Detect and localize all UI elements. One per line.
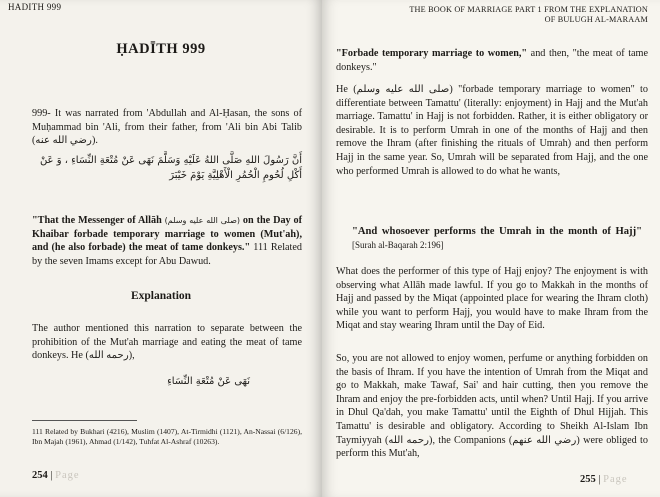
quran-verse	[352, 225, 642, 252]
explanation-heading: Explanation	[130, 290, 192, 302]
honorific-glyph: (صلى الله عليه وسلم)	[164, 216, 240, 225]
page-number-value: 254	[32, 470, 48, 481]
hadith-arabic-text: أَنَّ رَسُولَ اللهِ صَلَّى اللهُ عَلَيْهِ وَسَلَّمَ نَهَى عَنْ مُتْعَةِ النِّسَاءِ ، وَ عَنْ أَكْلِ لُحُومِ الْحُمُرِ الْأَهْلِيَّةِ يَوْمَ خَيْبَرَ	[39, 155, 302, 181]
page-number-value-right: 255	[580, 474, 596, 485]
opening-quote-bold: "Forbade temporary marriage to women,"	[336, 48, 528, 59]
running-head-line1: THE BOOK OF MARRIAGE PART 1 FROM THE EXPLANATION	[409, 5, 648, 14]
running-head-left: HADITH 999	[8, 2, 62, 12]
running-head-right	[334, 5, 648, 25]
narration-paragraph: 999- It was narrated from 'Abdullah and Al-Ḥasan, the sons of Muḥammad bin 'Ali, from their father, from 'Ali bin Abi Talib (رضي الله عنه).	[32, 108, 302, 147]
page-label-right: Page	[603, 474, 628, 485]
page-number-right: 255 | Page	[580, 474, 628, 485]
translation-reference: 111 Related by the seven Imams except for Abu Dawud.	[32, 242, 302, 267]
page-number-left: 254 | Page	[32, 470, 80, 481]
running-head-line2: OF BULUGH AL-MARAAM	[544, 15, 648, 24]
verse-text: "And whosoever performs the Umrah in the month of Hajj"	[352, 226, 642, 237]
right-page	[322, 0, 660, 497]
footnote-divider	[32, 420, 137, 421]
opening-quote-rest: and then, "the meat of tame donkeys."	[336, 48, 649, 73]
ihram-paragraph: So, you are not allowed to enjoy women, perfume or anything forbidden on the basis of Ihram. If you have the intention of Umrah from the Miqat and go to Makkah, make Tawaf, Sai' and hair cutting, then you remove the Ihram and enjoy the pre-forbidden acts, until when? Until Hajj. If you arrive in Dhul Qa'dah, you make Tamattu' until the Eighth of Dhul Hijjah. This Tamattu' is desirable and obligatory. According to Sheikh Al-Islam Ibn Taymiyyah (رحمه الله), the Companions (رضي الله عنهم) were obliged to perform this Mut'ah,	[336, 353, 648, 460]
left-page	[0, 0, 322, 497]
translation-bold-part2: on the Day of Khaibar forbade temporary marriage to women (Mut'ah), and (he also forbade) the meat of tame donkeys."	[32, 215, 303, 254]
chapter-title: ḤADĪTH 999	[116, 41, 206, 57]
opening-quote	[336, 47, 648, 74]
explanation-paragraph: The author mentioned this narration to separate between the prohibition of the Mut'ah marriage and eating the meat of tame donkeys. He (رحمه الله),	[32, 323, 302, 362]
verse-reference: [Surah al-Baqarah 2:196]	[352, 239, 444, 250]
page-label: Page	[55, 470, 80, 481]
enjoyment-paragraph: What does the performer of this type of Hajj enjoy? The enjoyment is with observing what Allāh made lawful. If you go to Makkah in the months of Hajj and passed by the Miqat (appointed place for wearing the Ihram cloth) while you want to perform Hajj, you would have to make Ihram from the Miqat and stay wearing Ihram until the Day of Eid.	[336, 266, 648, 332]
hadith-translation	[32, 214, 302, 268]
arabic-quote-short: نَهَى عَنْ مُتْعَةِ النِّسَاءِ	[167, 376, 250, 387]
footnote: 111 Related by Bukhari (4216), Muslim (1407), At-Tirmidhi (1121), An-Nassai (6/126), Ibn Majah (1961), Ahmad (1/142), Tuhfat Al-Ashraf (10263).	[32, 427, 302, 446]
translation-bold-part1: "That the Messenger of Allāh	[32, 215, 162, 226]
tamattu-paragraph: He (صلى الله عليه وسلم) "forbade temporary marriage to women" to differentiate between Tamattu' (literally: enjoyment) in Hajj and the Mut'ah marriage. Tamattu' in Hajj is not forbidden. Rather, it is either obligatory or desirable. It is to perform Umrah in one of the months of Hajj and then remove the Ihram (after finishing the rituals of Umrah) and then perform Hajj in the same year. So, Umrah will be separated from Hajj, and the one who performed Umrah is allowed to do what he wants,	[336, 84, 648, 177]
